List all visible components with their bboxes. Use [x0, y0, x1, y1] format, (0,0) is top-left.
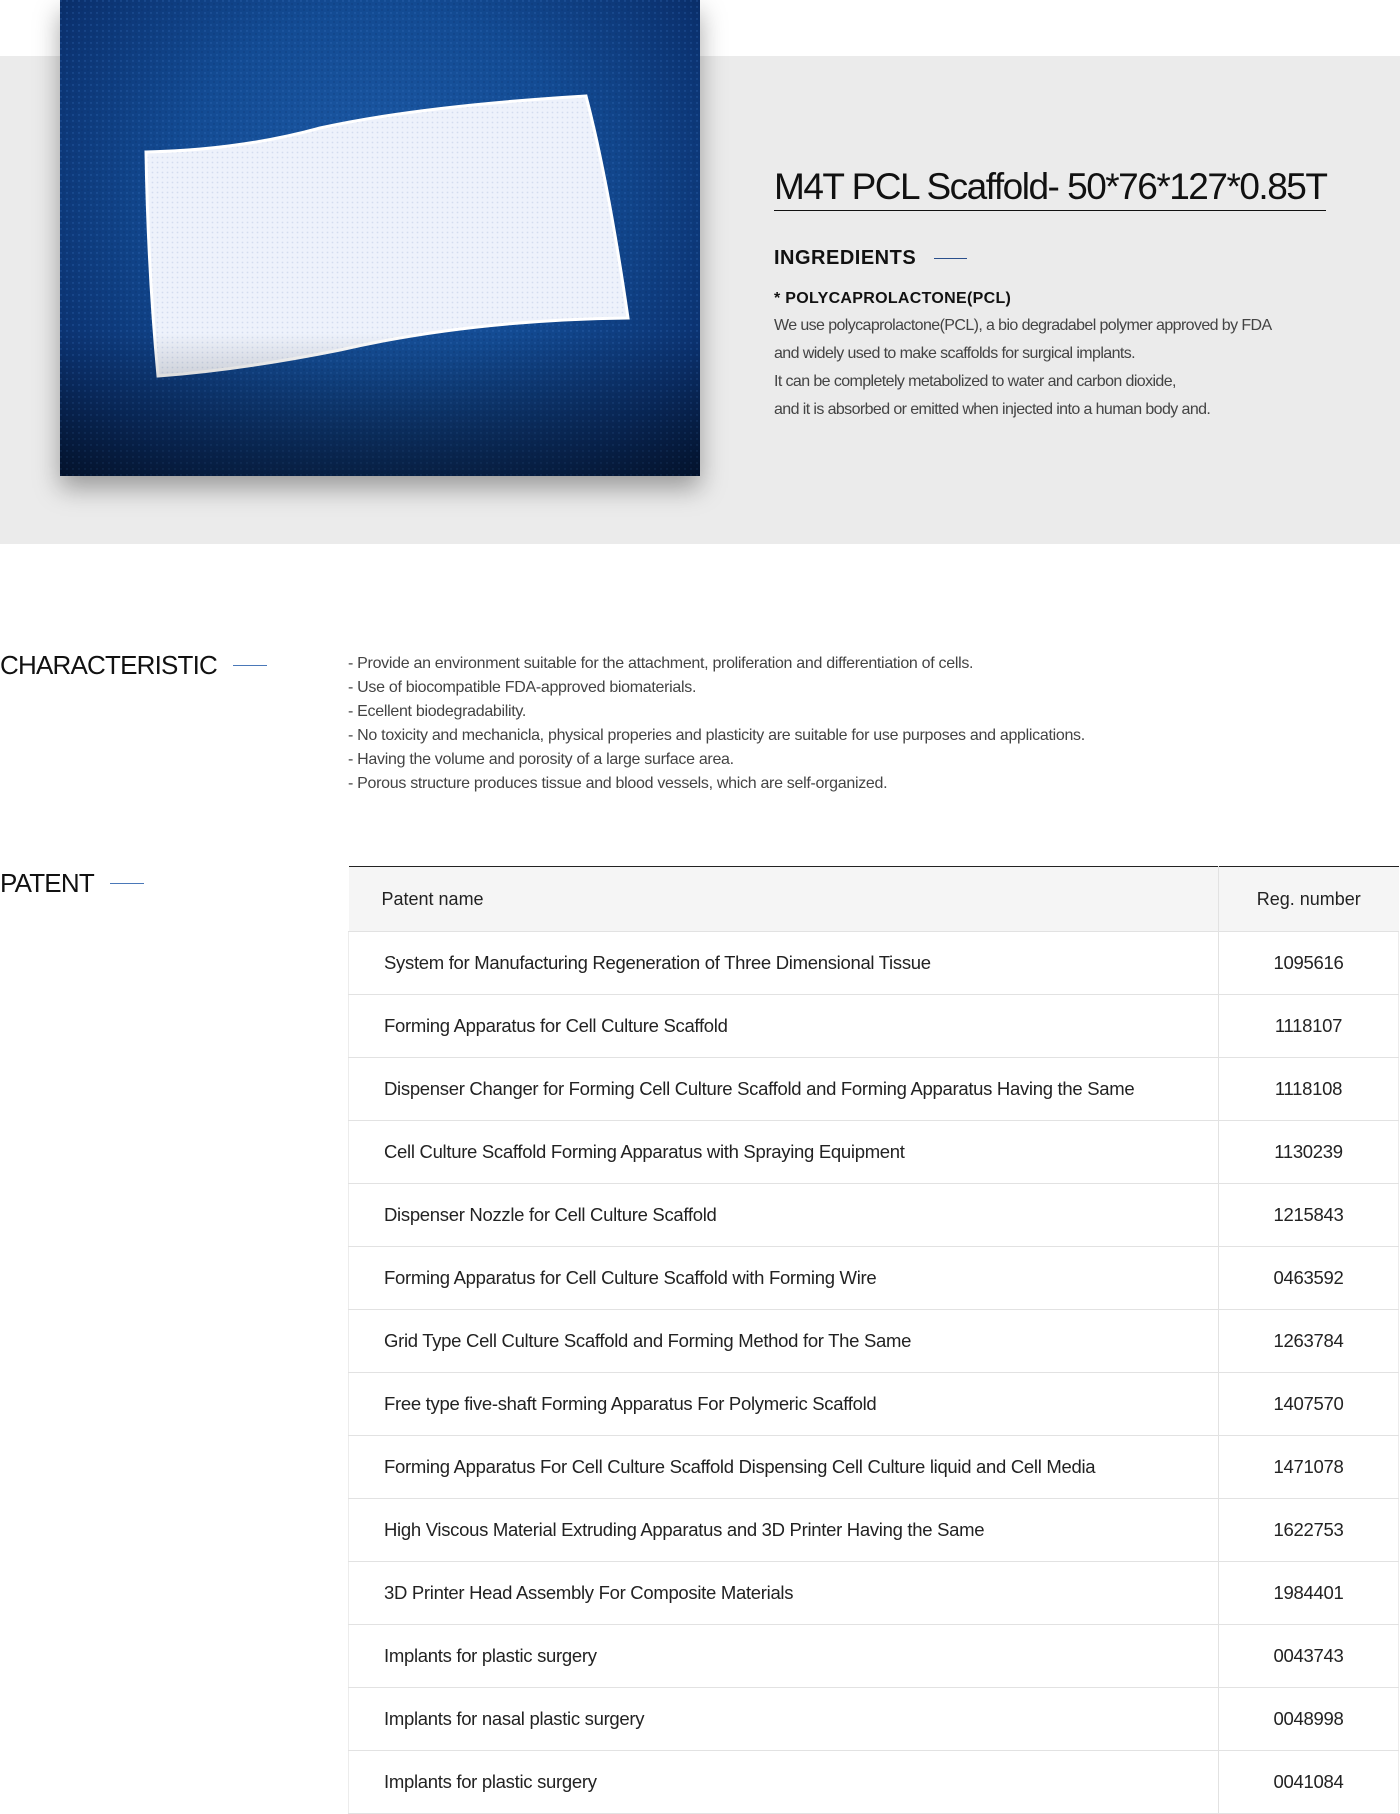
product-info [774, 166, 1334, 424]
characteristic-heading [0, 650, 267, 681]
table-row [349, 1562, 1399, 1625]
characteristic-item: - Porous structure produces tissue and blood vessels, which are self-organized. [348, 775, 888, 792]
table-row [349, 1184, 1399, 1247]
ingredient-name: * POLYCAPROLACTONE(PCL) [774, 290, 1012, 307]
reg-number-cell: 1471078 [1219, 1436, 1399, 1499]
ingredients-label: INGREDIENTS [774, 247, 917, 269]
table-row [349, 1625, 1399, 1688]
heading-dash [233, 665, 267, 666]
characteristic-item: - Ecellent biodegradability. [348, 703, 527, 720]
reg-number-cell: 1622753 [1219, 1499, 1399, 1562]
reg-number-cell: 1263784 [1219, 1310, 1399, 1373]
characteristic-item: - Having the volume and porosity of a large surface area. [348, 751, 734, 768]
reg-number-cell: 0041084 [1219, 1751, 1399, 1814]
heading-dash [934, 258, 967, 259]
product-image [60, 0, 700, 476]
table-row [349, 1058, 1399, 1121]
patent-name-cell: System for Manufacturing Regeneration of Three Dimensional Tissue [349, 932, 1219, 995]
ingredient-description [774, 312, 1334, 424]
reg-number-cell: 1118107 [1219, 995, 1399, 1058]
heading-dash [110, 883, 144, 884]
table-row [349, 1688, 1399, 1751]
characteristic-item: - Use of biocompatible FDA-approved biomaterials. [348, 679, 697, 696]
reg-number-cell: 1407570 [1219, 1373, 1399, 1436]
patent-name-cell: Cell Culture Scaffold Forming Apparatus with Spraying Equipment [349, 1121, 1219, 1184]
ingredient-description-line: and it is absorbed or emitted when injected into a human body and. [774, 401, 1211, 418]
patent-name-cell: Dispenser Changer for Forming Cell Culture Scaffold and Forming Apparatus Having the Same [349, 1058, 1219, 1121]
characteristic-title: CHARACTERISTIC [0, 650, 218, 680]
ingredient-description-line: and widely used to make scaffolds for surgical implants. [774, 345, 1135, 362]
table-header-row [349, 867, 1399, 932]
characteristic-list [348, 652, 1085, 796]
patent-name-cell: Free type five-shaft Forming Apparatus For Polymeric Scaffold [349, 1373, 1219, 1436]
table-row [349, 932, 1399, 995]
ingredient-description-line: It can be completely metabolized to water and carbon dioxide, [774, 373, 1176, 390]
characteristic-item: - No toxicity and mechanicla, physical properies and plasticity are suitable for use purposes and applications. [348, 727, 1085, 744]
patent-name-cell: Forming Apparatus for Cell Culture Scaffold with Forming Wire [349, 1247, 1219, 1310]
patent-table [348, 866, 1399, 1814]
characteristic-item: - Provide an environment suitable for the attachment, proliferation and differentiation of cells. [348, 655, 974, 672]
column-header-patent-name: Patent name [349, 867, 1219, 932]
reg-number-cell: 1118108 [1219, 1058, 1399, 1121]
reg-number-cell: 1095616 [1219, 932, 1399, 995]
column-header-reg-number: Reg. number [1219, 867, 1399, 932]
reg-number-cell: 0463592 [1219, 1247, 1399, 1310]
ingredient-description-line: We use polycaprolactone(PCL), a bio degradabel polymer approved by FDA [774, 317, 1272, 334]
patent-name-cell: Implants for plastic surgery [349, 1751, 1219, 1814]
patent-name-cell: Forming Apparatus For Cell Culture Scaffold Dispensing Cell Culture liquid and Cell Media [349, 1436, 1219, 1499]
patent-name-cell: Forming Apparatus for Cell Culture Scaffold [349, 995, 1219, 1058]
image-vignette [60, 0, 700, 476]
patent-name-cell: 3D Printer Head Assembly For Composite Materials [349, 1562, 1219, 1625]
table-row [349, 1121, 1399, 1184]
table-row [349, 1436, 1399, 1499]
patent-heading [0, 868, 144, 899]
reg-number-cell: 1984401 [1219, 1562, 1399, 1625]
table-row [349, 1499, 1399, 1562]
patent-name-cell: Grid Type Cell Culture Scaffold and Forming Method for The Same [349, 1310, 1219, 1373]
patent-name-cell: High Viscous Material Extruding Apparatus and 3D Printer Having the Same [349, 1499, 1219, 1562]
patent-title: PATENT [0, 868, 94, 898]
patent-name-cell: Dispenser Nozzle for Cell Culture Scaffold [349, 1184, 1219, 1247]
patent-name-cell: Implants for nasal plastic surgery [349, 1688, 1219, 1751]
table-row [349, 1310, 1399, 1373]
reg-number-cell: 1215843 [1219, 1184, 1399, 1247]
table-row [349, 1373, 1399, 1436]
product-title: M4T PCL Scaffold- 50*76*127*0.85T [774, 166, 1326, 211]
reg-number-cell: 0043743 [1219, 1625, 1399, 1688]
table-row [349, 995, 1399, 1058]
patent-name-cell: Implants for plastic surgery [349, 1625, 1219, 1688]
ingredients-heading [774, 247, 1334, 270]
table-row [349, 1751, 1399, 1814]
table-row [349, 1247, 1399, 1310]
reg-number-cell: 1130239 [1219, 1121, 1399, 1184]
reg-number-cell: 0048998 [1219, 1688, 1399, 1751]
scaffold-illustration [60, 0, 700, 476]
